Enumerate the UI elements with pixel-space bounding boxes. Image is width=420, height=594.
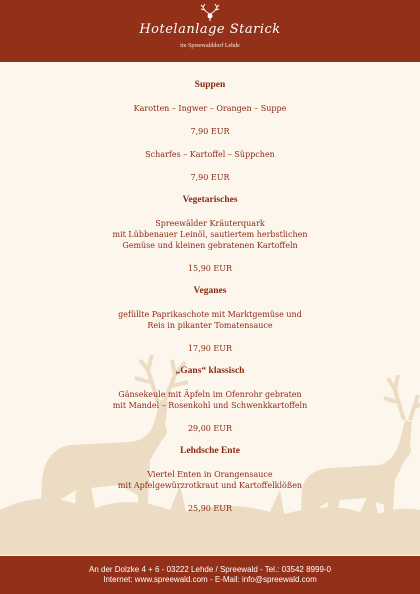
section-title: Veganes [193, 286, 227, 296]
dish-description: gefüllte Paprikaschote mit Marktgemüse und Reis in pikanter Tomatensauce [118, 310, 302, 330]
menu-section-veganes [40, 286, 380, 354]
footer-web-email: Internet: www.spreewald.com - E-Mail: info@spreewald.com [103, 575, 317, 584]
dish-description: Karotten – Ingwer – Orangen – Suppe [133, 104, 287, 113]
footer-address: An der Dolzke 4 + 6 - 03222 Lehde / Spreewald - Tel.: 03542 8999-0 [88, 565, 331, 574]
dish-price: 25,90 EUR [187, 504, 233, 513]
hotel-brand-name: Hotelanlage Starick [139, 22, 281, 37]
hotel-location-subtitle: im Spreewalddorf Lehde [180, 43, 240, 49]
menu-section-ente [40, 446, 380, 514]
menu-section-vegetarisches [40, 195, 380, 274]
dish-price: 7,90 EUR [190, 173, 230, 182]
dish-price: 29,00 EUR [187, 424, 233, 433]
section-title: Vegetarisches [182, 195, 238, 205]
dish-price: 15,90 EUR [187, 264, 233, 273]
dish-price: 17,90 EUR [187, 344, 233, 353]
section-title: Suppen [194, 80, 226, 90]
dish-price: 7,90 EUR [190, 127, 230, 136]
deer-antler-icon [195, 4, 225, 22]
footer-contact-bar [0, 556, 420, 594]
section-title: „Gans“ klassisch [175, 366, 245, 376]
section-title: Lehdsche Ente [180, 446, 240, 456]
header-banner [0, 0, 420, 62]
dish-description: Scharfes – Kartoffel – Süppchen [145, 150, 275, 159]
dish-description: Spreewälder Kräuterquark mit Lübbenauer Leinöl, sautiertem herbstlichen Gemüse und kleinen gebratenen Kartoffeln [112, 219, 308, 250]
menu-section-suppen [40, 80, 380, 183]
menu-card [40, 80, 380, 526]
dish-description: Gänsekeule mit Äpfeln im Ofenrohr gebraten mit Mandel – Rosenkohl und Schwenkkartoffeln [112, 390, 308, 410]
dish-description: Viertel Enten in Orangensauce mit Apfelgewürzrotkraut und Kartoffelklößen [117, 470, 303, 490]
menu-section-gans [40, 366, 380, 434]
